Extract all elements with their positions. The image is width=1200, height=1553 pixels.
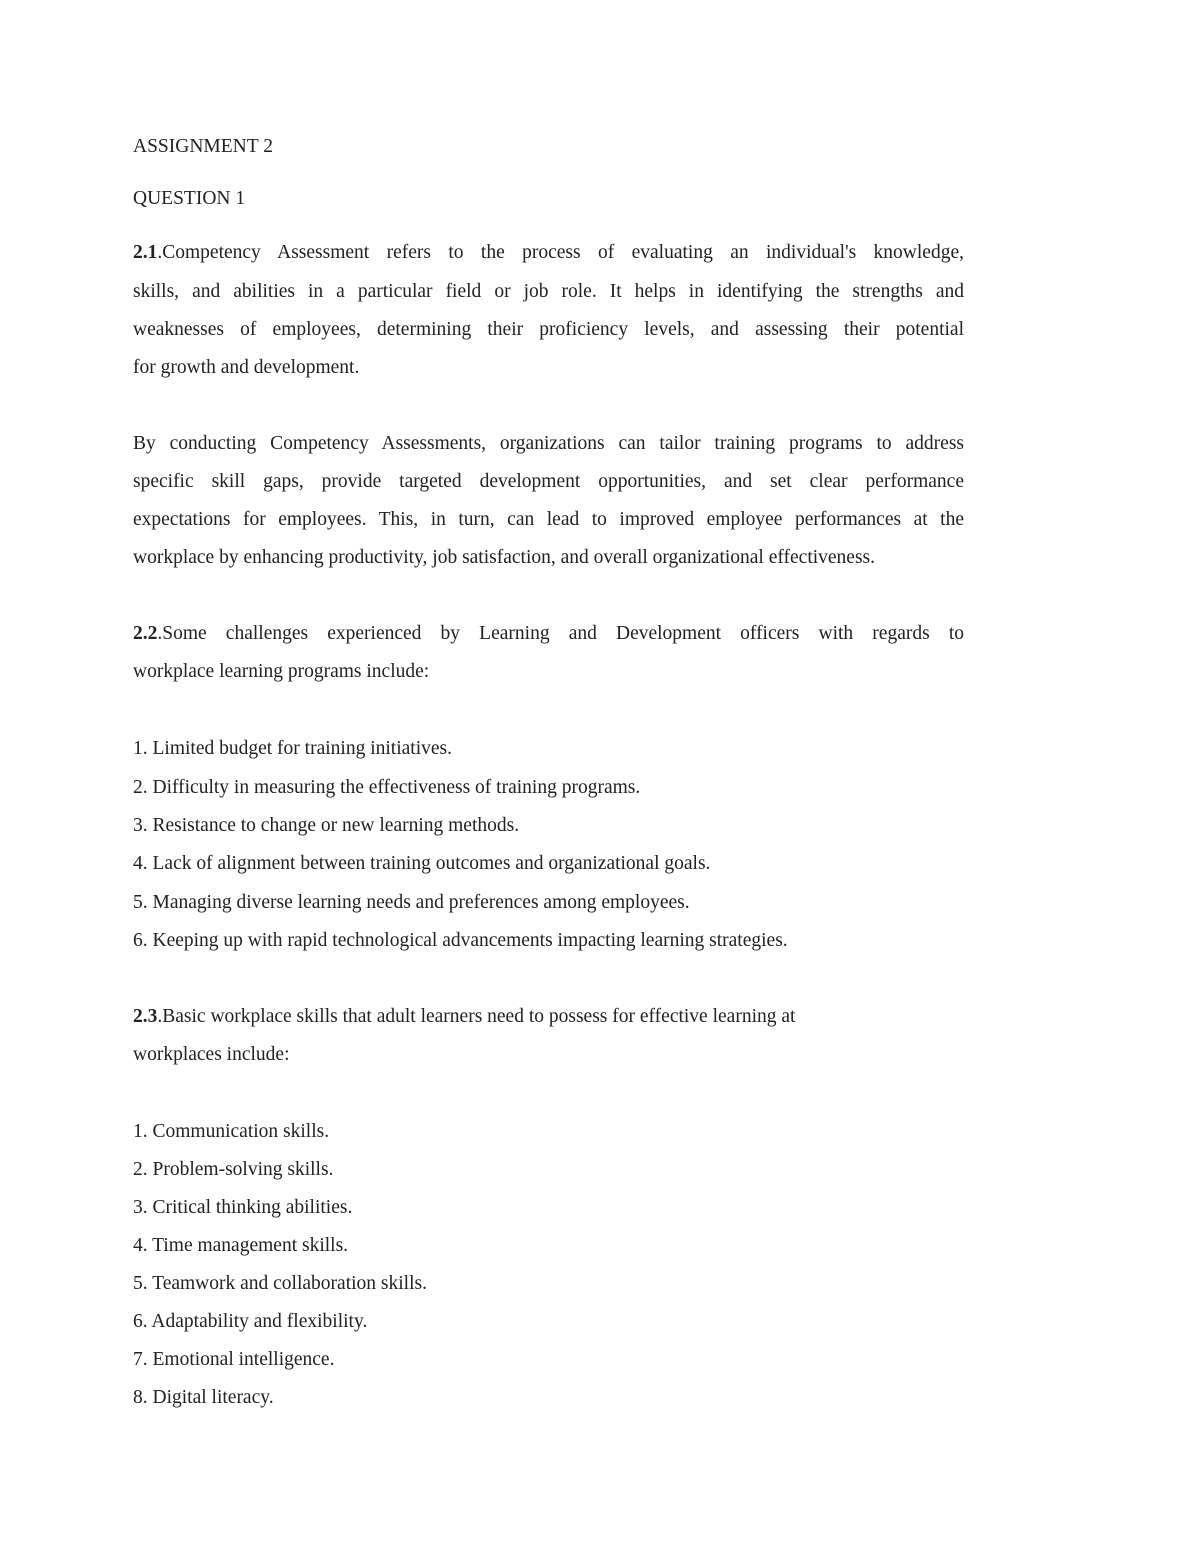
- list-item: 7. Emotional intelligence.: [133, 1349, 335, 1370]
- section-2-3-text: .Basic workplace skills that adult learners need to possess for effective learning at: [157, 1006, 796, 1027]
- section-2-3-number: 2.3: [133, 1006, 158, 1027]
- section-2-3-line-2: workplaces include:: [133, 1044, 290, 1065]
- list-item: 1. Communication skills.: [133, 1121, 330, 1142]
- section-2-3-line-1: [133, 1005, 795, 1029]
- list-item: 6. Keeping up with rapid technological advancements impacting learning strategies.: [133, 930, 788, 951]
- list-item: 2. Problem-solving skills.: [133, 1159, 334, 1180]
- section-2-2-line-2: workplace learning programs include:: [133, 661, 430, 682]
- paragraph-2-line-1: By conducting Competency Assessments, organizations can tailor training programs to address: [133, 433, 964, 454]
- section-2-1-line-3: weaknesses of employees, determining their proficiency levels, and assessing their potential: [133, 319, 964, 340]
- section-2-1-line-4: for growth and development.: [133, 357, 360, 378]
- list-item: 8. Digital literacy.: [133, 1387, 274, 1408]
- section-2-2-number: 2.2: [133, 623, 158, 644]
- list-item: 1. Limited budget for training initiatives.: [133, 738, 452, 759]
- section-2-2-line-1: [133, 622, 964, 646]
- list-item: 4. Time management skills.: [133, 1235, 349, 1256]
- list-item: 4. Lack of alignment between training outcomes and organizational goals.: [133, 853, 711, 874]
- paragraph-2-line-4: workplace by enhancing productivity, job satisfaction, and overall organizational effectiveness.: [133, 547, 876, 568]
- paragraph-2-line-3: expectations for employees. This, in turn, can lead to improved employee performances at the: [133, 509, 964, 530]
- section-2-1-line-1: [133, 241, 964, 265]
- list-item: 2. Difficulty in measuring the effectiveness of training programs.: [133, 777, 641, 798]
- paragraph-2-line-2: specific skill gaps, provide targeted development opportunities, and set clear performance: [133, 471, 964, 492]
- section-2-2-text: .Some challenges experienced by Learning and Development officers with regards to: [157, 623, 964, 644]
- question-title: QUESTION 1: [133, 188, 246, 209]
- section-2-1-number: 2.1: [133, 242, 158, 263]
- list-item: 6. Adaptability and flexibility.: [133, 1311, 368, 1332]
- section-2-1-line-2: skills, and abilities in a particular field or job role. It helps in identifying the strengths and: [133, 281, 964, 302]
- list-item: 3. Resistance to change or new learning methods.: [133, 815, 520, 836]
- assignment-title: ASSIGNMENT 2: [133, 136, 273, 157]
- section-2-1-text: .Competency Assessment refers to the process of evaluating an individual's knowledge,: [157, 242, 964, 263]
- list-item: 3. Critical thinking abilities.: [133, 1197, 353, 1218]
- list-item: 5. Teamwork and collaboration skills.: [133, 1273, 427, 1294]
- list-item: 5. Managing diverse learning needs and preferences among employees.: [133, 892, 690, 913]
